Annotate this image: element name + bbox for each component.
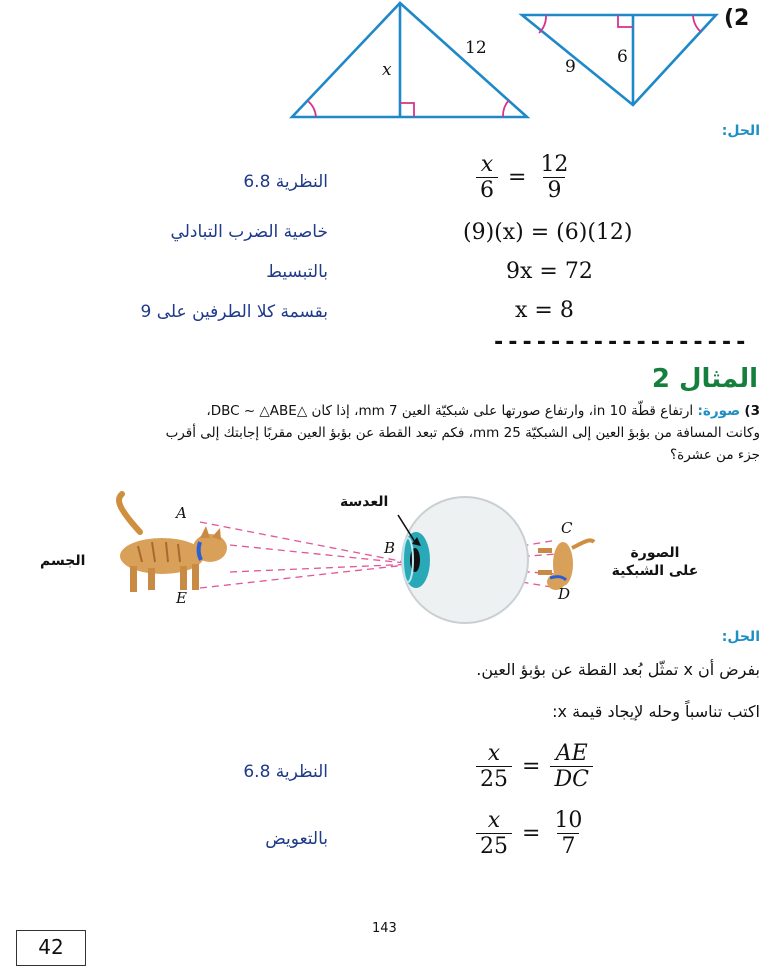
page-number-center: 143 xyxy=(372,921,397,936)
right-angle-left xyxy=(400,103,414,117)
eyeball xyxy=(402,497,528,623)
solution-heading-1: الحل: xyxy=(721,123,760,139)
reason-divide: بقسمة كلا الطرفين على 9 xyxy=(140,302,328,322)
problem-line-3: جزء من عشرة؟ xyxy=(669,447,760,463)
triangles-figure xyxy=(280,0,768,125)
equation-ratio: $\frac{x}{6}$ = $\frac{12}{9}$ xyxy=(476,152,572,204)
label-9: 9 xyxy=(565,57,576,77)
image-label-line-2: على الشبكية xyxy=(611,563,699,579)
point-A: A xyxy=(176,504,187,522)
cat-object xyxy=(119,494,227,592)
angle-mark-left-b xyxy=(503,100,509,117)
divider-line: ------------------ xyxy=(492,330,749,355)
lens-label: العدسة xyxy=(340,494,389,510)
label-x: x xyxy=(382,60,392,80)
equation-substitute: $\frac{x}{25}$ = $\frac{10}{7}$ xyxy=(476,808,586,860)
let-statement: بفرض أن x تمثّل بُعد القطة عن بؤبؤ العين. xyxy=(476,660,760,679)
angle-mark-left-a xyxy=(308,101,316,117)
angle-mark-right-b xyxy=(693,15,701,32)
right-angle-right xyxy=(618,15,633,27)
equation-cross-multiply: (9)(x) = (6)(12) xyxy=(463,220,633,245)
point-C: C xyxy=(561,519,573,537)
example-title: المثال 2 xyxy=(651,364,758,394)
reason-substitute: بالتعويض xyxy=(265,829,328,849)
label-6: 6 xyxy=(617,47,628,67)
fraction-10-7: $\frac{10}{7}$ xyxy=(554,808,583,860)
problem-line-2: وكانت المسافة من بؤبؤ العين إلى الشبكيّة 25 mm، فكم تبعد القطة عن بؤبؤ العين مقربًا إجابتك إلى أقرب xyxy=(165,425,760,441)
object-label: الجسم xyxy=(40,553,86,569)
problem-line-1: 3) صورة: ارتفاع قطّة 10 in، وارتفاع صورتها على شبكيّة العين 7 mm، إذا كان △DBC ~ △ABE، xyxy=(206,403,760,419)
write-proportion-statement: اكتب تناسباً وحله لإيجاد قيمة x: xyxy=(552,702,760,721)
point-E: E xyxy=(176,589,187,607)
fraction-x-25-a: $\frac{x}{25}$ xyxy=(476,741,512,793)
reason-theorem-2: النظرية 6.8 xyxy=(243,762,328,782)
reason-theorem-1: النظرية 6.8 xyxy=(243,172,328,192)
reason-cross-multiply: خاصية الضرب التبادلي xyxy=(170,222,328,242)
page-number-box: 42 xyxy=(16,930,86,966)
triangle-left xyxy=(292,3,527,117)
problem-number-2: (2 xyxy=(724,6,750,31)
fraction-ae-dc: $\frac{AE}{DC}$ xyxy=(550,741,592,793)
equation-result: x = 8 xyxy=(515,298,574,323)
solution-heading-2: الحل: xyxy=(721,629,760,645)
problem-text xyxy=(10,400,760,466)
point-B: B xyxy=(384,539,396,557)
image-label-line-1: الصورة xyxy=(630,545,680,561)
label-12: 12 xyxy=(465,38,487,58)
fraction-x-6: $\frac{x}{6}$ xyxy=(476,152,498,204)
point-D: D xyxy=(558,585,571,603)
equation-proportion-ae-dc: $\frac{x}{25}$ = $\frac{AE}{DC}$ xyxy=(476,741,593,793)
fraction-12-9: $\frac{12}{9}$ xyxy=(540,152,569,204)
image-label xyxy=(605,544,705,580)
equation-simplify: 9x = 72 xyxy=(506,259,593,284)
cat-image xyxy=(538,540,594,590)
reason-simplify: بالتبسيط xyxy=(266,262,328,282)
fraction-x-25-b: $\frac{x}{25}$ xyxy=(476,808,512,860)
